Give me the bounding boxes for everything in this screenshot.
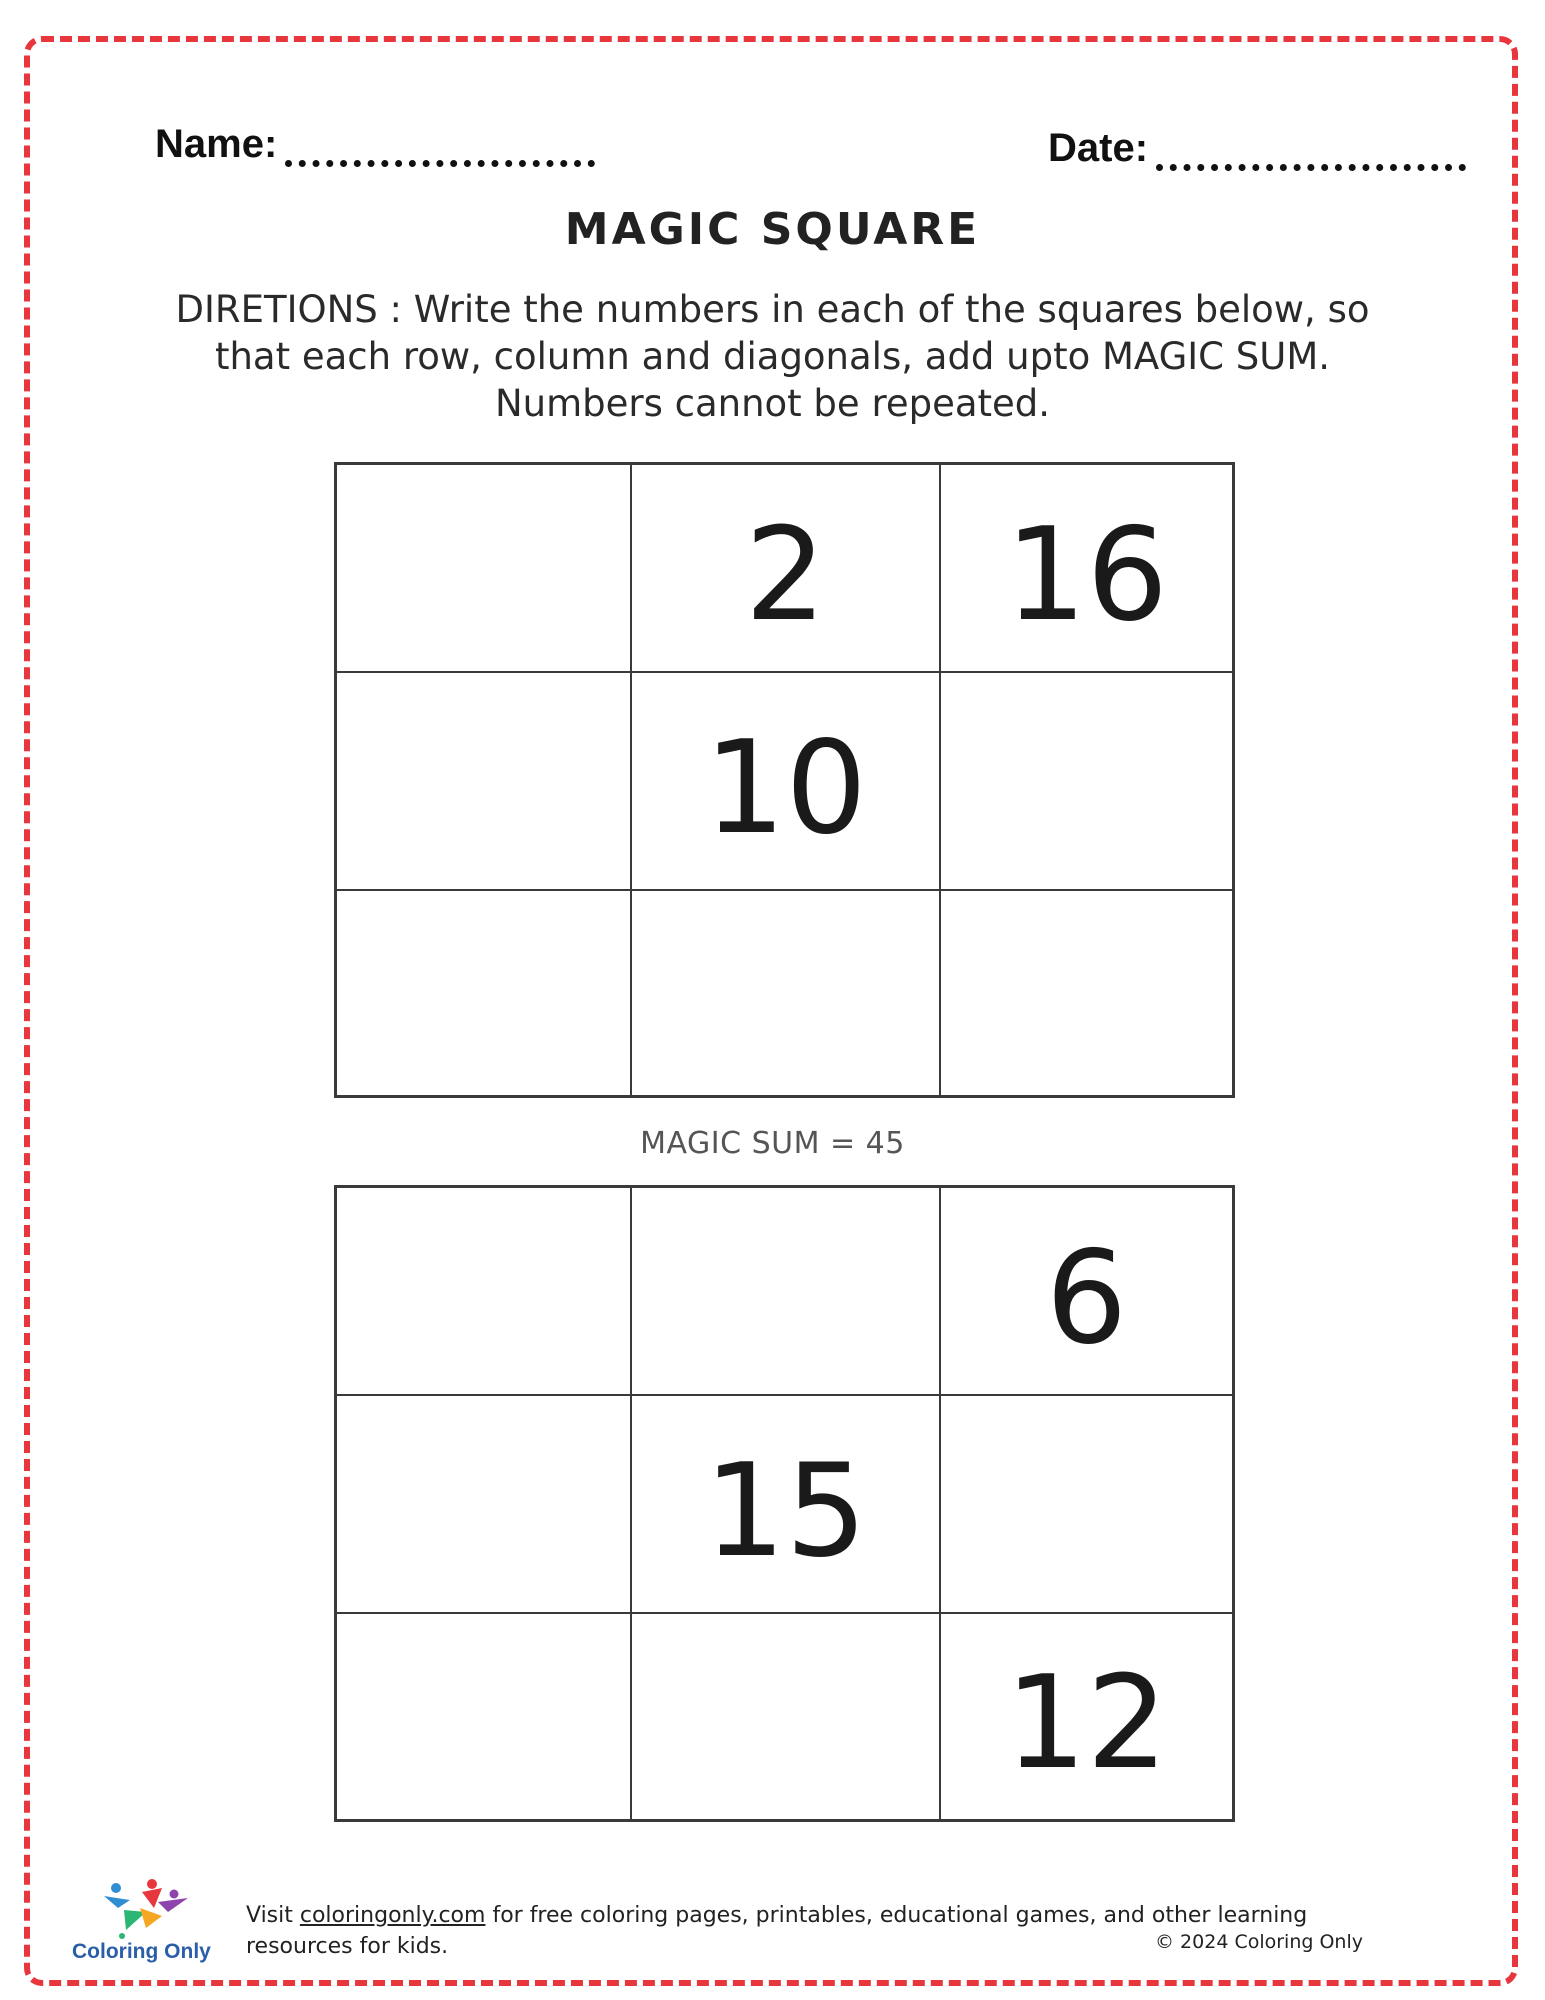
cell-1-2-3[interactable] [941,673,1232,891]
name-label: Name: [155,122,278,166]
page-title: MAGIC SQUARE [564,204,981,255]
cell-2-3-2[interactable] [632,1614,941,1819]
cell-2-1-1[interactable] [337,1188,632,1396]
star-people-icon [96,1878,196,1940]
footer-visit-prefix: Visit [246,1903,300,1928]
cell-1-2-2[interactable]: 10 [632,673,941,891]
date-label: Date: [1048,126,1149,170]
cell-1-1-1[interactable] [337,465,632,673]
logo-text: Coloring Only [72,1940,211,1963]
coloring-only-logo[interactable] [68,1878,218,1968]
cell-2-3-1[interactable] [337,1614,632,1819]
cell-1-3-1[interactable] [337,891,632,1095]
date-blank[interactable] [1156,134,1466,171]
cell-1-3-3[interactable] [941,891,1232,1095]
copyright-text: © 2024 Coloring Only [1155,1931,1363,1953]
magic-square-2 [334,1185,1235,1822]
cell-1-3-2[interactable] [632,891,941,1095]
footer-visit-suffix: for free coloring pages, printables, educational games, and other learning resources for kids. [246,1903,1308,1959]
cell-1-1-3[interactable]: 16 [941,465,1232,673]
magic-sum-label: MAGIC SUM = 45 [640,1126,905,1161]
cell-2-2-1[interactable] [337,1396,632,1614]
date-field [1048,126,1466,171]
cell-2-2-2[interactable]: 15 [632,1396,941,1614]
cell-1-2-1[interactable] [337,673,632,891]
cell-2-2-3[interactable] [941,1396,1232,1614]
magic-square-1 [334,462,1235,1098]
name-field [155,122,595,167]
directions-text: DIRETIONS : Write the numbers in each of the squares below, so that each row, column and diagonals, add upto MAGIC SUM. Numbers cannot be repeated. [175,288,1370,425]
footer-link[interactable]: coloringonly.com [299,1903,486,1928]
cell-2-1-3[interactable]: 6 [941,1188,1232,1396]
cell-2-3-3[interactable]: 12 [1005,1649,1168,1798]
cell-2-1-2[interactable] [632,1188,941,1396]
name-blank[interactable] [285,130,595,167]
cell-1-1-2[interactable]: 2 [632,465,941,673]
